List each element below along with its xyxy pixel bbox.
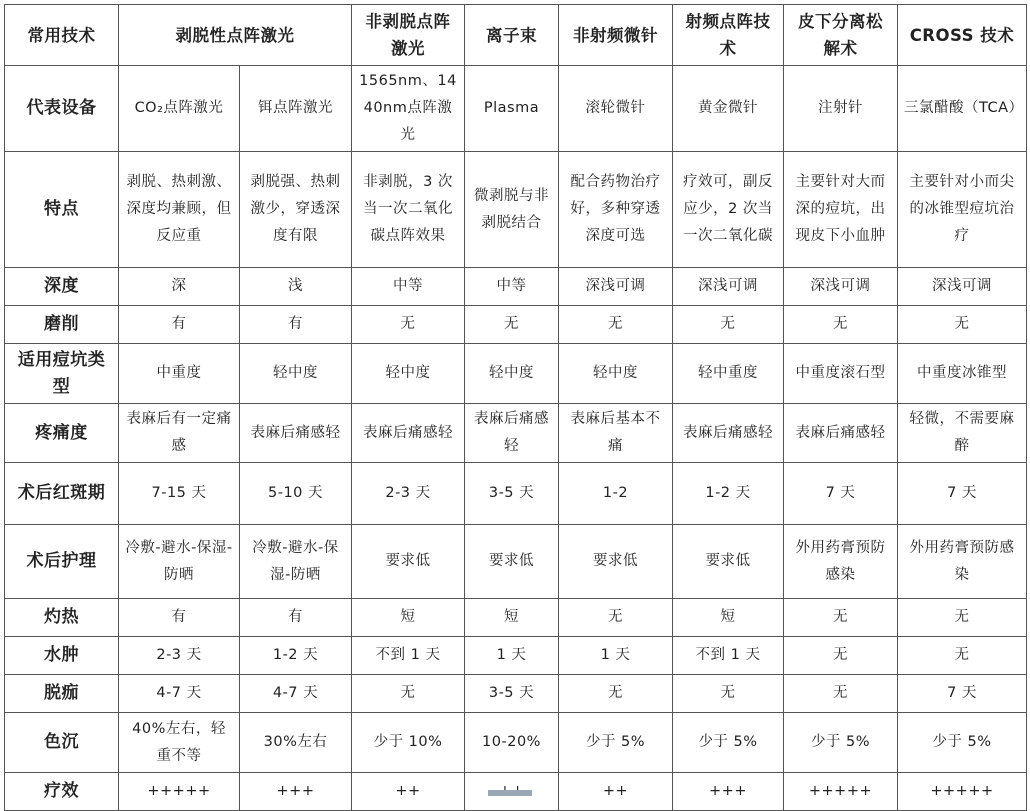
table-cell: 非剥脱，3 次当一次二氧化碳点阵效果 xyxy=(352,152,465,268)
column-header: 剥脱性点阵激光 xyxy=(119,5,352,66)
table-cell: 无 xyxy=(352,675,465,713)
table-cell: 深浅可调 xyxy=(784,268,898,306)
table-cell: 10-20% xyxy=(465,713,559,773)
table-cell: 铒点阵激光 xyxy=(240,66,352,152)
table-cell: 无 xyxy=(559,306,673,344)
table-cell: 1 天 xyxy=(559,637,673,675)
table-cell: +++ xyxy=(240,773,352,811)
table-cell: 少于 10% xyxy=(352,713,465,773)
table-cell: 冷敷-避水-保湿-防晒 xyxy=(240,525,352,599)
table-cell: 微剥脱与非剥脱结合 xyxy=(465,152,559,268)
table-cell: 无 xyxy=(784,675,898,713)
table-cell: 7 天 xyxy=(784,463,898,525)
table-cell: 3-5 天 xyxy=(465,463,559,525)
comparison-table xyxy=(4,4,1027,811)
table-cell: 5-10 天 xyxy=(240,463,352,525)
table-cell: 深 xyxy=(119,268,240,306)
row-header: 脱痂 xyxy=(5,675,119,713)
table-cell: 7 天 xyxy=(898,463,1027,525)
table-cell: 轻微，不需要麻醉 xyxy=(898,404,1027,463)
row-header: 疼痛度 xyxy=(5,404,119,463)
table-cell: 少于 5% xyxy=(673,713,784,773)
table-cell: 要求低 xyxy=(559,525,673,599)
table-cell: 浅 xyxy=(240,268,352,306)
corner-header: 常用技术 xyxy=(5,5,119,66)
table-cell: 表麻后有一定痛感 xyxy=(119,404,240,463)
row-header: 磨削 xyxy=(5,306,119,344)
table-cell: 不到 1 天 xyxy=(673,637,784,675)
table-cell: 无 xyxy=(673,306,784,344)
table-cell: 剥脱、热刺激、深度均兼顾，但反应重 xyxy=(119,152,240,268)
table-row xyxy=(5,713,1027,773)
table-cell: +++++ xyxy=(898,773,1027,811)
table-row xyxy=(5,306,1027,344)
table-cell: 滚轮微针 xyxy=(559,66,673,152)
table-cell: 中等 xyxy=(352,268,465,306)
table-cell: 1-2 天 xyxy=(240,637,352,675)
table-cell: 有 xyxy=(240,306,352,344)
table-cell: 短 xyxy=(673,599,784,637)
table-row xyxy=(5,152,1027,268)
table-cell: 无 xyxy=(784,306,898,344)
table-cell: 中重度滚石型 xyxy=(784,344,898,404)
scroll-indicator xyxy=(488,790,532,796)
table-cell: 注射针 xyxy=(784,66,898,152)
table-cell: 轻中度 xyxy=(240,344,352,404)
table-cell: 4-7 天 xyxy=(240,675,352,713)
table-cell: +++ xyxy=(673,773,784,811)
table-cell: 要求低 xyxy=(352,525,465,599)
table-cell: 深浅可调 xyxy=(673,268,784,306)
table-row xyxy=(5,344,1027,404)
table-cell: 有 xyxy=(240,599,352,637)
table-cell: Plasma xyxy=(465,66,559,152)
table-cell: 少于 5% xyxy=(559,713,673,773)
table-cell: 外用药膏预防感染 xyxy=(784,525,898,599)
table-cell: 无 xyxy=(559,675,673,713)
table-cell: +++++ xyxy=(784,773,898,811)
table-cell: 1 天 xyxy=(465,637,559,675)
table-cell: 无 xyxy=(673,675,784,713)
table-row xyxy=(5,404,1027,463)
row-header: 水肿 xyxy=(5,637,119,675)
row-header: 疗效 xyxy=(5,773,119,811)
table-cell: 轻中度 xyxy=(559,344,673,404)
table-cell: 无 xyxy=(898,599,1027,637)
table-cell: 有 xyxy=(119,306,240,344)
table-cell: +++++ xyxy=(119,773,240,811)
table-cell: 1565nm、1440nm点阵激光 xyxy=(352,66,465,152)
table-cell: 要求低 xyxy=(465,525,559,599)
table-cell: 3-5 天 xyxy=(465,675,559,713)
table-cell: 少于 5% xyxy=(898,713,1027,773)
table-cell: 主要针对大而深的痘坑，出现皮下小血肿 xyxy=(784,152,898,268)
table-cell: 无 xyxy=(784,637,898,675)
table-cell: 表麻后痛感轻 xyxy=(352,404,465,463)
table-cell: ++ xyxy=(559,773,673,811)
table-cell: 黄金微针 xyxy=(673,66,784,152)
table-cell: 无 xyxy=(784,599,898,637)
table-row xyxy=(5,599,1027,637)
table-cell: 表麻后痛感轻 xyxy=(784,404,898,463)
table-cell: 深浅可调 xyxy=(559,268,673,306)
table-cell: 无 xyxy=(559,599,673,637)
table-cell: 配合药物治疗好，多种穿透深度可选 xyxy=(559,152,673,268)
table-cell: 40%左右，轻重不等 xyxy=(119,713,240,773)
table-row xyxy=(5,268,1027,306)
table-row xyxy=(5,637,1027,675)
table-cell: 2-3 天 xyxy=(119,637,240,675)
table-cell: 无 xyxy=(898,306,1027,344)
row-header: 术后红斑期 xyxy=(5,463,119,525)
table-row xyxy=(5,525,1027,599)
table-cell: 有 xyxy=(119,599,240,637)
table-cell: 无 xyxy=(465,306,559,344)
table-cell: 轻中重度 xyxy=(673,344,784,404)
row-header: 适用痘坑类型 xyxy=(5,344,119,404)
table-cell: 1-2 天 xyxy=(673,463,784,525)
table-cell: 表麻后基本不痛 xyxy=(559,404,673,463)
table-cell: ++ xyxy=(352,773,465,811)
table-cell: 少于 5% xyxy=(784,713,898,773)
table-cell: CO₂点阵激光 xyxy=(119,66,240,152)
table-cell: 主要针对小而尖的冰锥型痘坑治疗 xyxy=(898,152,1027,268)
header-row xyxy=(5,5,1027,66)
table-cell: 无 xyxy=(898,637,1027,675)
table-cell: 外用药膏预防感染 xyxy=(898,525,1027,599)
row-header: 术后护理 xyxy=(5,525,119,599)
table-cell: 中重度 xyxy=(119,344,240,404)
table-cell: 表麻后痛感轻 xyxy=(240,404,352,463)
table-row xyxy=(5,463,1027,525)
column-header: 射频点阵技术 xyxy=(673,5,784,66)
row-header: 代表设备 xyxy=(5,66,119,152)
table-cell: 轻中度 xyxy=(352,344,465,404)
table-row xyxy=(5,675,1027,713)
row-header: 色沉 xyxy=(5,713,119,773)
table-cell: 中等 xyxy=(465,268,559,306)
table-cell: 2-3 天 xyxy=(352,463,465,525)
column-header: 非射频微针 xyxy=(559,5,673,66)
column-header: 离子束 xyxy=(465,5,559,66)
column-header: 非剥脱点阵激光 xyxy=(352,5,465,66)
table-cell: 4-7 天 xyxy=(119,675,240,713)
row-header: 灼热 xyxy=(5,599,119,637)
table-cell: 7-15 天 xyxy=(119,463,240,525)
table-cell: 要求低 xyxy=(673,525,784,599)
column-header: CROSS 技术 xyxy=(898,5,1027,66)
row-header: 深度 xyxy=(5,268,119,306)
row-header: 特点 xyxy=(5,152,119,268)
table-cell: 30%左右 xyxy=(240,713,352,773)
table-cell: 三氯醋酸（TCA） xyxy=(898,66,1027,152)
table-cell: 轻中度 xyxy=(465,344,559,404)
table-cell: 深浅可调 xyxy=(898,268,1027,306)
table-cell: 疗效可，副反应少，2 次当一次二氧化碳 xyxy=(673,152,784,268)
table-cell: 7 天 xyxy=(898,675,1027,713)
table-cell: 1-2 xyxy=(559,463,673,525)
column-header: 皮下分离松解术 xyxy=(784,5,898,66)
table-cell: 表麻后痛感轻 xyxy=(465,404,559,463)
table-cell: 不到 1 天 xyxy=(352,637,465,675)
table-cell: 短 xyxy=(465,599,559,637)
table-cell: 冷敷-避水-保湿-防晒 xyxy=(119,525,240,599)
table-cell: 短 xyxy=(352,599,465,637)
table-cell: 表麻后痛感轻 xyxy=(673,404,784,463)
table-row xyxy=(5,66,1027,152)
table-cell: 无 xyxy=(352,306,465,344)
table-cell: 剥脱强、热刺激少，穿透深度有限 xyxy=(240,152,352,268)
table-cell: 中重度冰锥型 xyxy=(898,344,1027,404)
